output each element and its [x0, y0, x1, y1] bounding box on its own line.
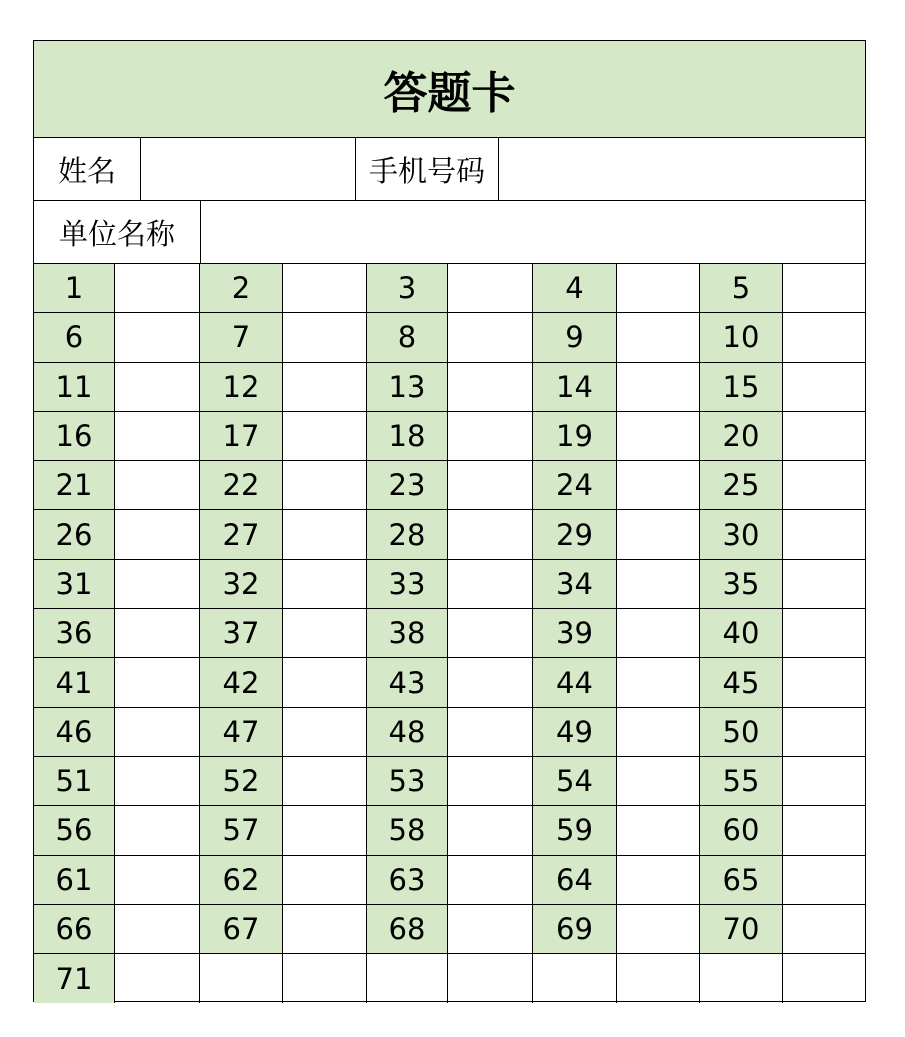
- question-number: 39: [533, 609, 617, 658]
- phone-label: 手机号码: [355, 138, 498, 200]
- question-number: 20: [700, 412, 783, 461]
- question-number: 12: [200, 363, 283, 412]
- question-number: 45: [700, 658, 783, 707]
- question-number: 51: [34, 757, 115, 806]
- question-number: 9: [533, 313, 617, 362]
- answer-cell[interactable]: [617, 609, 700, 658]
- question-number: 43: [367, 658, 448, 707]
- answer-cell[interactable]: [448, 856, 533, 905]
- answer-cell[interactable]: [283, 264, 367, 313]
- question-number: 16: [34, 412, 115, 461]
- phone-field[interactable]: [498, 138, 865, 200]
- answer-cell[interactable]: [783, 806, 866, 855]
- question-number: 37: [200, 609, 283, 658]
- answer-cell[interactable]: [283, 313, 367, 362]
- question-number: 66: [34, 905, 115, 954]
- question-number: 62: [200, 856, 283, 905]
- question-number: 58: [367, 806, 448, 855]
- answer-cell[interactable]: [115, 905, 200, 954]
- question-number: 41: [34, 658, 115, 707]
- question-number: 33: [367, 560, 448, 609]
- question-number: 48: [367, 708, 448, 757]
- name-field[interactable]: [140, 138, 355, 200]
- answer-cell[interactable]: [115, 757, 200, 806]
- answer-cell[interactable]: [283, 905, 367, 954]
- answer-cell[interactable]: [283, 658, 367, 707]
- empty-cell: [533, 954, 617, 1003]
- question-number: 7: [200, 313, 283, 362]
- answer-cell[interactable]: [617, 757, 700, 806]
- unit-field[interactable]: [200, 201, 865, 263]
- answer-cell[interactable]: [448, 560, 533, 609]
- answer-cell[interactable]: [115, 954, 200, 1003]
- question-number: 54: [533, 757, 617, 806]
- answer-cell[interactable]: [115, 313, 200, 362]
- answer-cell[interactable]: [783, 905, 866, 954]
- answer-cell[interactable]: [115, 510, 200, 559]
- empty-cell: [200, 954, 283, 1003]
- question-number: 2: [200, 264, 283, 313]
- question-number: 69: [533, 905, 617, 954]
- answer-cell[interactable]: [448, 708, 533, 757]
- question-number: 29: [533, 510, 617, 559]
- question-number: 47: [200, 708, 283, 757]
- card-title: 答题卡: [34, 41, 865, 138]
- answer-cell[interactable]: [115, 412, 200, 461]
- question-number: 22: [200, 461, 283, 510]
- answer-cell[interactable]: [115, 609, 200, 658]
- question-number: 56: [34, 806, 115, 855]
- answer-cell[interactable]: [448, 461, 533, 510]
- question-number: 44: [533, 658, 617, 707]
- question-number: 50: [700, 708, 783, 757]
- answer-cell[interactable]: [283, 560, 367, 609]
- question-number: 18: [367, 412, 448, 461]
- question-number: 32: [200, 560, 283, 609]
- answer-cell[interactable]: [617, 856, 700, 905]
- question-number: 25: [700, 461, 783, 510]
- answer-cell[interactable]: [448, 806, 533, 855]
- question-number: 55: [700, 757, 783, 806]
- empty-cell: [617, 954, 700, 1003]
- question-number: 15: [700, 363, 783, 412]
- answer-cell[interactable]: [617, 806, 700, 855]
- name-label: 姓名: [57, 153, 116, 188]
- question-number: 36: [34, 609, 115, 658]
- question-number: 52: [200, 757, 283, 806]
- unit-label: 单位名称: [58, 216, 175, 251]
- question-number: 10: [700, 313, 783, 362]
- question-number: 60: [700, 806, 783, 855]
- question-number: 17: [200, 412, 283, 461]
- answer-cell[interactable]: [617, 313, 700, 362]
- question-number: 3: [367, 264, 448, 313]
- answer-cell[interactable]: [283, 363, 367, 412]
- question-number: 34: [533, 560, 617, 609]
- question-number: 5: [700, 264, 783, 313]
- question-number: 65: [700, 856, 783, 905]
- answer-cell[interactable]: [448, 510, 533, 559]
- answer-cell[interactable]: [783, 313, 866, 362]
- question-number: 19: [533, 412, 617, 461]
- answer-cell[interactable]: [617, 363, 700, 412]
- name-phone-row: [34, 138, 865, 201]
- empty-cell: [367, 954, 448, 1003]
- answer-cell[interactable]: [617, 560, 700, 609]
- empty-cell: [700, 954, 783, 1003]
- answer-cell[interactable]: [783, 658, 866, 707]
- answer-cell[interactable]: [115, 806, 200, 855]
- question-number: 27: [200, 510, 283, 559]
- question-number: 68: [367, 905, 448, 954]
- answer-cell[interactable]: [783, 412, 866, 461]
- answer-cell[interactable]: [617, 708, 700, 757]
- question-number: 64: [533, 856, 617, 905]
- unit-row: [34, 201, 865, 264]
- answer-cell[interactable]: [783, 363, 866, 412]
- question-number: 49: [533, 708, 617, 757]
- question-number: 1: [34, 264, 115, 313]
- empty-cell: [283, 954, 367, 1003]
- answer-cell[interactable]: [783, 757, 866, 806]
- question-number: 40: [700, 609, 783, 658]
- answer-cell[interactable]: [783, 510, 866, 559]
- question-number: 14: [533, 363, 617, 412]
- answer-cell[interactable]: [783, 560, 866, 609]
- answer-cell[interactable]: [115, 856, 200, 905]
- answer-card: [33, 40, 866, 1002]
- question-number: 4: [533, 264, 617, 313]
- answer-cell[interactable]: [617, 905, 700, 954]
- question-number: 26: [34, 510, 115, 559]
- answer-cell[interactable]: [283, 708, 367, 757]
- answer-cell[interactable]: [448, 609, 533, 658]
- empty-cell: [783, 954, 866, 1003]
- question-number: 35: [700, 560, 783, 609]
- answer-cell[interactable]: [617, 510, 700, 559]
- answer-cell[interactable]: [283, 856, 367, 905]
- question-number: 53: [367, 757, 448, 806]
- question-number: 13: [367, 363, 448, 412]
- empty-cell: [448, 954, 533, 1003]
- answer-cell[interactable]: [448, 757, 533, 806]
- answer-cell[interactable]: [283, 757, 367, 806]
- question-number: 23: [367, 461, 448, 510]
- answer-cell[interactable]: [283, 510, 367, 559]
- answer-cell[interactable]: [448, 264, 533, 313]
- answer-cell[interactable]: [115, 461, 200, 510]
- answer-cell[interactable]: [783, 609, 866, 658]
- question-number: 24: [533, 461, 617, 510]
- answer-cell[interactable]: [283, 461, 367, 510]
- question-number: 71: [34, 954, 115, 1003]
- answer-cell[interactable]: [617, 461, 700, 510]
- question-number: 8: [367, 313, 448, 362]
- answer-cell[interactable]: [115, 363, 200, 412]
- question-number: 6: [34, 313, 115, 362]
- question-number: 67: [200, 905, 283, 954]
- answer-cell[interactable]: [617, 658, 700, 707]
- question-number: 30: [700, 510, 783, 559]
- answer-cell[interactable]: [283, 609, 367, 658]
- answer-cell[interactable]: [115, 658, 200, 707]
- answer-cell[interactable]: [448, 363, 533, 412]
- answer-cell[interactable]: [448, 658, 533, 707]
- answer-cell[interactable]: [115, 708, 200, 757]
- question-number: 63: [367, 856, 448, 905]
- answer-grid: [34, 264, 865, 1003]
- question-number: 28: [367, 510, 448, 559]
- answer-cell[interactable]: [617, 412, 700, 461]
- answer-cell[interactable]: [448, 412, 533, 461]
- answer-cell[interactable]: [448, 905, 533, 954]
- answer-cell[interactable]: [783, 264, 866, 313]
- answer-cell[interactable]: [115, 560, 200, 609]
- question-number: 11: [34, 363, 115, 412]
- answer-cell[interactable]: [617, 264, 700, 313]
- answer-cell[interactable]: [783, 461, 866, 510]
- answer-cell[interactable]: [283, 806, 367, 855]
- question-number: 70: [700, 905, 783, 954]
- answer-cell[interactable]: [115, 264, 200, 313]
- question-number: 59: [533, 806, 617, 855]
- question-number: 42: [200, 658, 283, 707]
- answer-cell[interactable]: [283, 412, 367, 461]
- answer-cell[interactable]: [783, 856, 866, 905]
- question-number: 31: [34, 560, 115, 609]
- answer-cell[interactable]: [783, 708, 866, 757]
- question-number: 21: [34, 461, 115, 510]
- question-number: 57: [200, 806, 283, 855]
- question-number: 38: [367, 609, 448, 658]
- question-number: 61: [34, 856, 115, 905]
- answer-cell[interactable]: [448, 313, 533, 362]
- question-number: 46: [34, 708, 115, 757]
